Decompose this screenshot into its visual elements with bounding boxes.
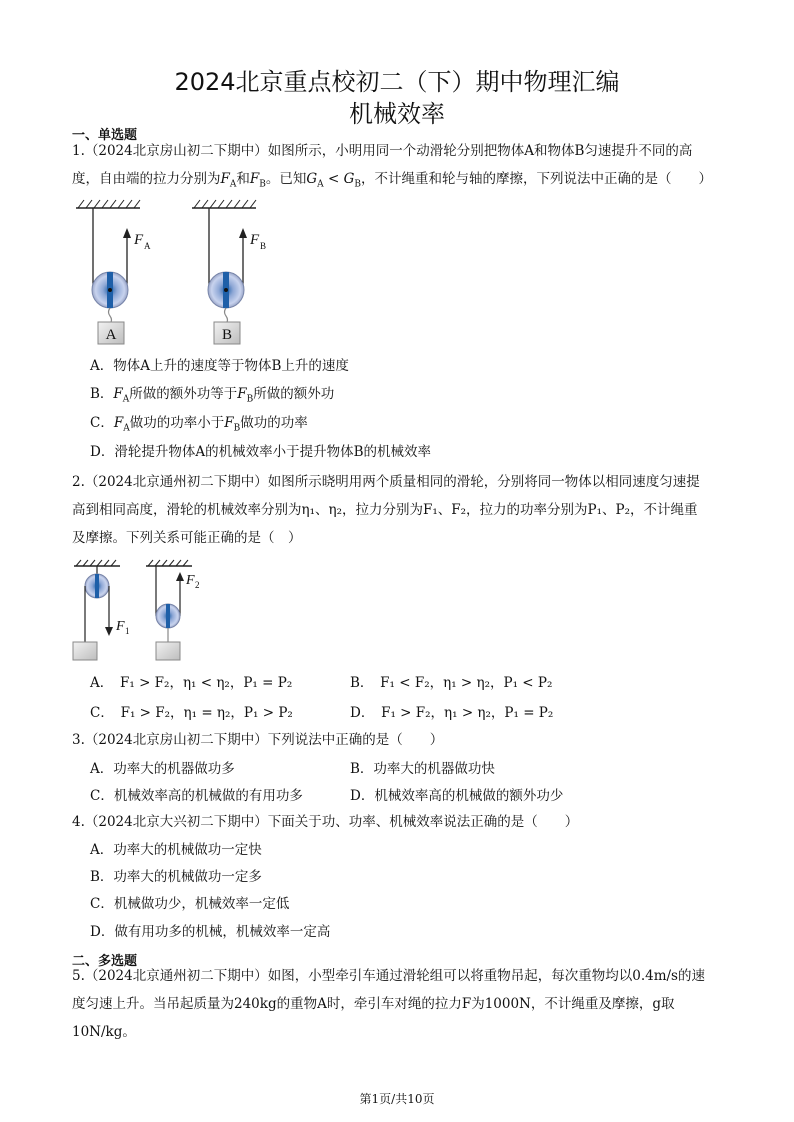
block-a-label: A <box>105 327 117 343</box>
force-1-subscript: 1 <box>125 626 130 636</box>
question-1-stem <box>72 137 724 199</box>
question-1-option-d: D．滑轮提升物体A的机械效率小于提升物体B的机械效率 <box>90 444 431 460</box>
pulley-b <box>192 200 266 344</box>
question-2-option-c: C． F₁ > F₂，η₁ = η₂，P₁ > P₂ <box>90 705 293 721</box>
section-single-choice: 一、单选题 <box>72 128 138 143</box>
question-5-stem <box>72 962 724 1046</box>
question-3-option-a: A．功率大的机器做功多 <box>90 761 235 777</box>
question-1-line2: 度，自由端的拉力分别为$F_A$和$F_B$。已知$G_A < G_B$，不计绳重和轮与轴的摩擦，下列说法中正确的是（ ） <box>72 171 712 190</box>
question-2-line3: 及摩擦。下列关系可能正确的是（ ） <box>72 530 302 546</box>
question-1-option-b: B．$F_A$所做的额外功等于$F_B$所做的额外功 <box>90 386 335 405</box>
force-2-label: F <box>186 573 195 588</box>
question-3-option-b: B．功率大的机器做功快 <box>350 761 495 777</box>
question-5-line2: 度匀速上升。当吊起质量为240kg的重物A时，牵引车对绳的拉力F为1000N，不计绳重及摩擦，g取10N/kg。 <box>72 996 675 1040</box>
force-1-label: F <box>116 619 125 634</box>
force-b-label: F <box>250 232 260 248</box>
question-4-option-d: D．做有用功多的机械，机械效率一定高 <box>90 924 331 940</box>
question-1-option-a: A．物体A上升的速度等于物体B上升的速度 <box>90 358 349 374</box>
question-3-stem: 3.（2024北京房山初二下期中）下列说法中正确的是（ ） <box>72 732 444 748</box>
fixed-pulley <box>73 560 130 660</box>
question-5-line1: 5.（2024北京通州初二下期中）如图，小型牵引车通过滑轮组可以将重物吊起，每次重物均以0.4m/s的速 <box>72 968 705 984</box>
document-title: 2024北京重点校初二（下）期中物理汇编 <box>174 68 620 96</box>
question-3-option-d: D．机械效率高的机械做的额外功少 <box>350 788 564 804</box>
question-1-pulley-figure <box>72 196 282 346</box>
question-4-stem: 4.（2024北京大兴初二下期中）下面关于功、功率、机械效率说法正确的是（ ） <box>72 814 579 830</box>
question-2-pulley-figure <box>70 558 210 664</box>
question-2-option-b: B． F₁ < F₂，η₁ > η₂，P₁ < P₂ <box>350 675 553 691</box>
document-subtitle: 机械效率 <box>349 100 445 128</box>
movable-pulley <box>146 560 200 660</box>
question-3-option-c: C．机械效率高的机械做的有用功多 <box>90 788 303 804</box>
question-4-option-a: A．功率大的机械做功一定快 <box>90 842 262 858</box>
section-multiple-choice: 二、多选题 <box>72 954 138 969</box>
block-b-label: B <box>221 327 233 343</box>
pulley-a <box>76 200 151 344</box>
page-number: 第1页/共10页 <box>359 1092 435 1106</box>
question-4-option-b: B．功率大的机械做功一定多 <box>90 869 262 885</box>
force-b-subscript: B <box>260 241 267 251</box>
question-1-line1: 1.（2024北京房山初二下期中）如图所示，小明用同一个动滑轮分别把物体A和物体B匀速提升不同的高 <box>72 143 693 159</box>
question-1-option-c: C．$F_A$做功的功率小于$F_B$做功的功率 <box>90 415 308 434</box>
question-2-line1: 2.（2024北京通州初二下期中）如图所示晓明用两个质量相同的滑轮，分别将同一物体以相同速度匀速提 <box>72 474 700 490</box>
force-2-subscript: 2 <box>195 580 200 590</box>
force-a-subscript: A <box>144 241 151 251</box>
question-2-option-d: D． F₁ > F₂，η₁ > η₂，P₁ = P₂ <box>350 705 554 721</box>
force-a-label: F <box>134 232 144 248</box>
question-2-stem <box>72 468 724 552</box>
question-4-option-c: C．机械做功少，机械效率一定低 <box>90 896 290 912</box>
question-2-option-a: A． F₁ > F₂，η₁ < η₂，P₁ = P₂ <box>90 675 293 691</box>
question-2-line2: 高到相同高度，滑轮的机械效率分别为η₁、η₂，拉力分别为F₁、F₂，拉力的功率分别为P₁、P₂，不计绳重 <box>72 502 698 518</box>
